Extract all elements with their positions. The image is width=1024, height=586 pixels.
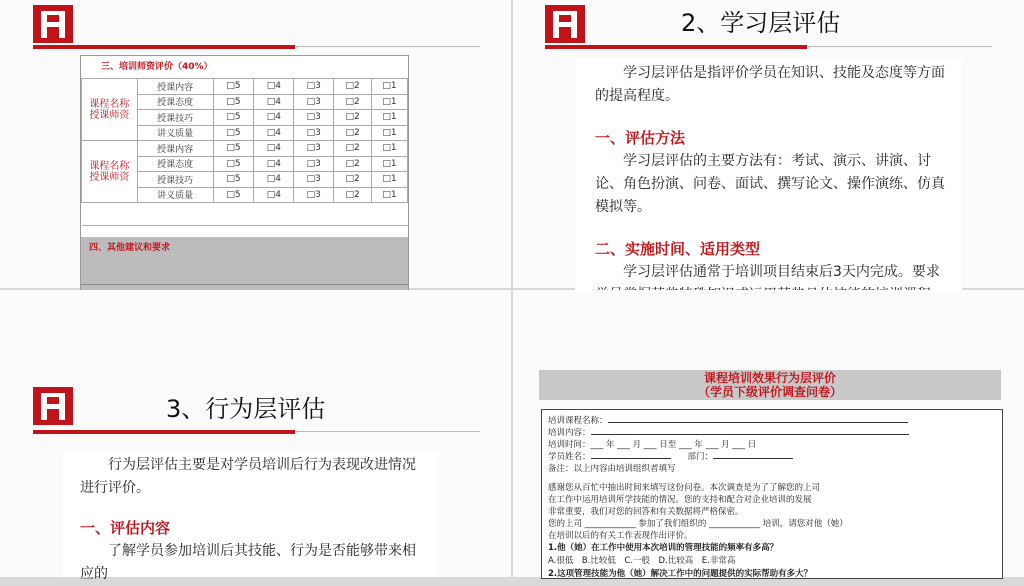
- field-course: 培训课程名称：: [548, 414, 908, 426]
- content-paragraph: 了解学员参加培训后其技能、行为是否能够带来相应的: [80, 543, 416, 582]
- company-logo: [545, 5, 585, 43]
- teacher-label: 授课师资: [89, 109, 130, 121]
- score-checkbox[interactable]: □2: [334, 172, 372, 188]
- evaluation-form-card: [80, 55, 409, 327]
- evaluation-item-label: 授课态度: [137, 156, 213, 172]
- survey-intro-line: 您的上司 ____________ 参加了我们组织的 ____________ 培训，请您对他（她）: [548, 519, 848, 529]
- score-checkbox[interactable]: □4: [254, 94, 294, 110]
- field-name-dept: 学员姓名： 部门：: [548, 450, 793, 462]
- table-spacer-row: [82, 203, 408, 226]
- other-suggestions-title: 四、其他建议和要求: [89, 243, 171, 253]
- intro-paragraph: 行为层评估主要是对学员培训后行为表现改进情况进行评价。: [80, 457, 416, 496]
- score-checkbox[interactable]: □5: [213, 79, 254, 95]
- score-checkbox[interactable]: □2: [334, 94, 372, 110]
- score-checkbox[interactable]: □4: [254, 125, 294, 141]
- evaluation-item-label: 授课态度: [137, 94, 213, 110]
- question-1: 1.他（她）在工作中使用本次培训的管理技能的频率有多高？: [548, 543, 779, 553]
- score-checkbox[interactable]: □2: [334, 141, 372, 157]
- teacher-evaluation-table: [81, 78, 408, 226]
- slide-panel-behavior-evaluation: [0, 290, 511, 582]
- survey-subtitle: （学员下级评价调查问卷）: [697, 385, 842, 399]
- score-checkbox[interactable]: □2: [334, 187, 372, 203]
- intro-paragraph: 学习层评估是指评价学员在知识、技能及态度等方面的提高程度。: [595, 65, 945, 104]
- course-name-label: 课程名称: [89, 160, 130, 172]
- course-teacher-cell: [82, 141, 138, 203]
- subheading-timing: 二、实施时间、适用类型: [595, 240, 761, 258]
- evaluation-item-label: 授课内容: [137, 141, 213, 157]
- evaluation-item-label: 讲义质量: [137, 125, 213, 141]
- score-checkbox[interactable]: □3: [294, 156, 334, 172]
- title-underline: [33, 45, 295, 49]
- course-teacher-cell: [82, 79, 138, 141]
- content-card: [62, 452, 437, 582]
- title-divider: [295, 431, 480, 432]
- score-checkbox[interactable]: □2: [334, 110, 372, 126]
- score-checkbox[interactable]: □3: [294, 141, 334, 157]
- score-checkbox[interactable]: □3: [294, 110, 334, 126]
- survey-title: 课程培训效果行为层评价: [703, 371, 836, 385]
- score-checkbox[interactable]: □4: [254, 141, 294, 157]
- score-checkbox[interactable]: □1: [372, 187, 408, 203]
- score-checkbox[interactable]: □1: [372, 125, 408, 141]
- subheading-content: 一、评估内容: [80, 519, 171, 537]
- teacher-label: 授课师资: [89, 171, 130, 183]
- slide-panel-training-evaluation: [0, 0, 511, 288]
- slide-panel-learning-evaluation: [513, 0, 1024, 288]
- score-checkbox[interactable]: □1: [372, 141, 408, 157]
- score-checkbox[interactable]: □3: [294, 94, 334, 110]
- title-underline: [545, 45, 807, 49]
- survey-intro-line: 在工作中运用培训所学技能的情况。您的支持和配合对企业培训的发展: [548, 495, 812, 505]
- field-time: 培训时间：___ 年 ___ 月 ___ 日至 ___ 年 ___ 月 ___ 日: [548, 440, 757, 450]
- slide-heading: 3、行为层评估: [166, 395, 326, 423]
- section-title: 三、培训师资评价（40%）: [101, 62, 213, 72]
- evaluation-row: [82, 79, 408, 95]
- title-underline: [33, 430, 295, 434]
- field-content: 培训内容：: [548, 426, 909, 438]
- title-divider: [295, 46, 480, 47]
- score-checkbox[interactable]: □5: [213, 94, 254, 110]
- score-checkbox[interactable]: □3: [294, 172, 334, 188]
- evaluation-row: [82, 141, 408, 157]
- subheading-methods: 一、评估方法: [595, 129, 686, 147]
- score-checkbox[interactable]: □5: [213, 141, 254, 157]
- score-checkbox[interactable]: □2: [334, 156, 372, 172]
- score-checkbox[interactable]: □1: [372, 172, 408, 188]
- company-logo: [33, 387, 73, 425]
- score-checkbox[interactable]: □1: [372, 94, 408, 110]
- score-checkbox[interactable]: □4: [254, 110, 294, 126]
- score-checkbox[interactable]: □3: [294, 79, 334, 95]
- score-checkbox[interactable]: □1: [372, 110, 408, 126]
- evaluation-item-label: 授课技巧: [137, 172, 213, 188]
- course-name-label: 课程名称: [89, 98, 130, 110]
- survey-intro-line: 感谢您从百忙中抽出时间来填写这份问卷。本次调查是为了了解您的上司: [548, 483, 821, 493]
- evaluation-item-label: 授课内容: [137, 79, 213, 95]
- score-checkbox[interactable]: □5: [213, 110, 254, 126]
- score-checkbox[interactable]: □3: [294, 187, 334, 203]
- answer-line: [81, 284, 408, 285]
- timing-paragraph: 学习层评估通常于培训项目结束后3天内完成。要求: [623, 264, 940, 280]
- methods-paragraph: 学习层评估的主要方法有：考试、演示、讲演、讨论、角色扮演、问卷、面试、撰写论文、操作演练、仿真模拟等。: [595, 153, 945, 215]
- content-card: [575, 58, 962, 320]
- field-note: 备注：以上内容由培训组织者填写: [548, 464, 676, 474]
- question-2: 2.这项管理技能为他（她）解决工作中的问题提供的实际帮助有多大？: [548, 569, 813, 579]
- slide-heading: 2、学习层评估: [681, 9, 841, 37]
- survey-form: [541, 409, 1003, 579]
- score-checkbox[interactable]: □2: [334, 125, 372, 141]
- score-checkbox[interactable]: □3: [294, 125, 334, 141]
- evaluation-item-label: 讲义质量: [137, 187, 213, 203]
- score-checkbox[interactable]: □5: [213, 156, 254, 172]
- survey-intro-line: 非常重要，我们对您的回答和有关数据将严格保密。: [548, 507, 744, 517]
- score-checkbox[interactable]: □4: [254, 79, 294, 95]
- survey-title-banner: [539, 370, 1001, 400]
- score-checkbox[interactable]: □1: [372, 79, 408, 95]
- score-checkbox[interactable]: □4: [254, 172, 294, 188]
- score-checkbox[interactable]: □4: [254, 156, 294, 172]
- slide-panel-survey: [513, 290, 1024, 577]
- survey-intro-line: 在培训以后的有关工作表现作出评价。: [548, 531, 693, 541]
- score-checkbox[interactable]: □5: [213, 125, 254, 141]
- evaluation-item-label: 授课技巧: [137, 110, 213, 126]
- score-checkbox[interactable]: □1: [372, 156, 408, 172]
- company-logo: [33, 5, 73, 43]
- score-checkbox[interactable]: □5: [213, 172, 254, 188]
- score-checkbox[interactable]: □2: [334, 79, 372, 95]
- title-divider: [807, 46, 992, 47]
- score-checkbox[interactable]: □5: [213, 187, 254, 203]
- question-1-options: A.很低 B.比较低 C.一般 D.比较高 E.非常高: [548, 556, 736, 566]
- score-checkbox[interactable]: □4: [254, 187, 294, 203]
